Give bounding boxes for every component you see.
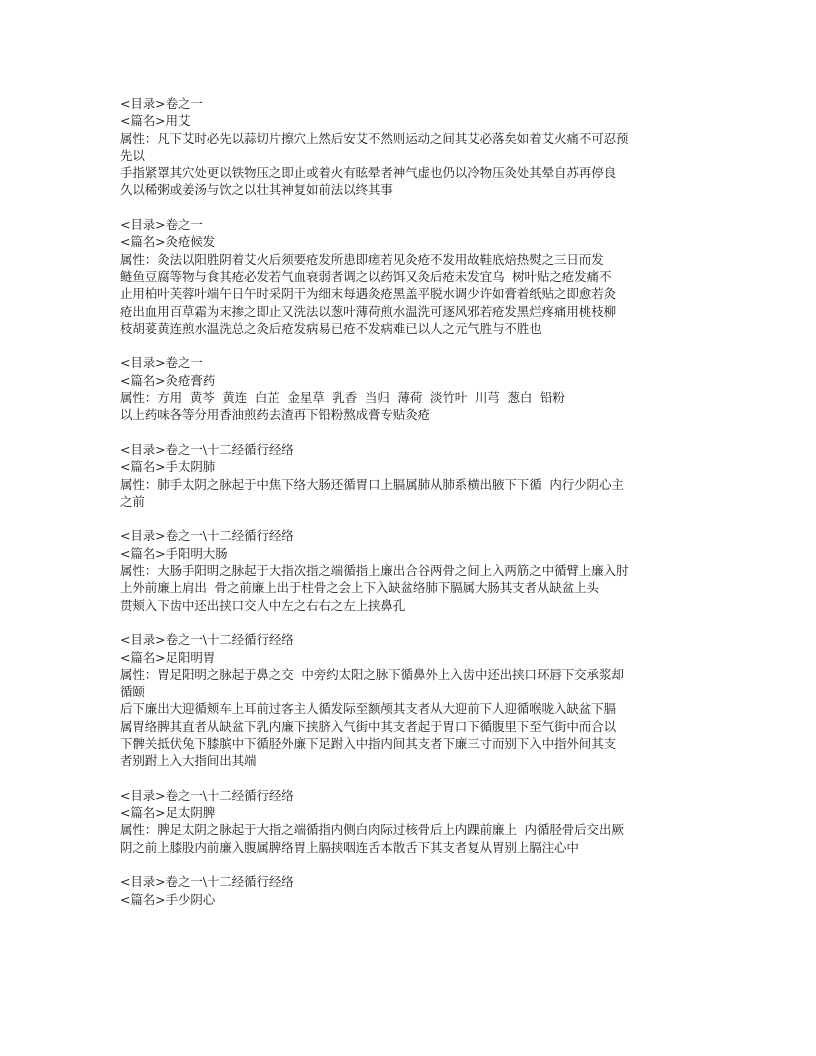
section-title-line: <篇名>足阳明胃 [120,649,216,665]
body-text-line: 疮出血用百草霜为末掺之即止又洗法以葱叶薄荷煎水温洗可逐风邪若疮发黑烂疼痛用桃枝柳 [120,303,617,319]
body-text-line: 上外前廉上肩出 骨之前廉上出于柱骨之会上下入缺盆络肺下膈属大肠其支者从缺盆上头 [120,580,599,596]
catalog-line: <目录>卷之一\十二经循行经络 [120,787,294,803]
body-text-line: 属性：凡下艾时必先以蒜切片擦穴上然后安艾不然则运动之间其艾必落矣如着艾火痛不可忍预 [120,130,629,146]
document-entry [120,787,700,856]
section-title-line: <篇名>灸疮膏药 [120,372,216,388]
body-text-line: 下髀关抵伏兔下膝膑中下循胫外廉下足跗入中指内间其支者下廉三寸而别下入中指外间其支 [120,735,617,751]
catalog-line: <目录>卷之一 [120,355,203,371]
document-entry [120,873,700,908]
body-text-line: 之前 [120,493,145,509]
document-entry [120,631,700,769]
section-title-line: <篇名>手太阴肺 [120,459,216,475]
body-text-line: 久以稀粥或姜汤与饮之以壮其神复如前法以终其事 [120,182,393,198]
document-body [120,95,700,925]
section-title-line: <篇名>手阳明大肠 [120,545,228,561]
body-text-line: 属性：方用 黄芩 黄连 白芷 金星草 乳香 当归 薄荷 淡竹叶 川芎 葱白 铅粉 [120,390,565,406]
document-entry [120,527,700,613]
catalog-line: <目录>卷之一\十二经循行经络 [120,874,294,890]
body-text-line: 循颐 [120,684,145,700]
catalog-line: <目录>卷之一\十二经循行经络 [120,441,294,457]
catalog-line: <目录>卷之一 [120,96,203,111]
catalog-line: <目录>卷之一 [120,217,203,233]
body-text-line: 属胃络脾其直者从缺盆下乳内廉下挟脐入气街中其支者起于胃口下循腹里下至气街中而合以 [120,718,617,734]
section-title-line: <篇名>用艾 [120,113,191,129]
body-text-line: 以上药味各等分用香油煎药去渣再下铅粉熬成膏专贴灸疮 [120,407,431,423]
document-entry [120,441,700,510]
body-text-line: 属性：胃足阳明之脉起于鼻之交 中旁约太阳之脉下循鼻外上入齿中还出挟口环唇下交承浆却 [120,666,624,682]
body-text-line: 枝胡荽黄连煎水温洗总之灸后疮发病易已疮不发病难已以人之元气胜与不胜也 [120,320,542,336]
section-title-line: <篇名>灸疮候发 [120,234,216,250]
catalog-line: <目录>卷之一\十二经循行经络 [120,632,294,648]
document-entry [120,354,700,423]
body-text-line: 手指紧罩其穴处更以铁物压之即止或着火有眩晕者神气虚也仍以冷物压灸处其晕自苏再停良 [120,165,617,181]
body-text-line: 鲢鱼豆腐等物与食其疮必发若气血衰弱者调之以药饵又灸后疮未发宜乌 树叶贴之疮发痛不 [120,268,612,284]
document-entry [120,95,700,199]
body-text-line: 贯颊入下齿中还出挟口交人中左之右右之左上挟鼻孔 [120,597,406,613]
body-text-line: 属性：脾足太阴之脉起于大指之端循指内侧白肉际过核骨后上内踝前廉上 内循胫骨后交出厥 [120,822,624,838]
body-text-line: 属性：灸法以阳胜阴着艾火后须要疮发所患即瘥若见灸疮不发用故鞋底焙热熨之三日而发 [120,251,604,267]
body-text-line: 者别跗上入大指间出其端 [120,753,257,769]
body-text-line: 属性：大肠手阳明之脉起于大指次指之端循指上廉出合谷两骨之间上入两筋之中循臂上廉入肘 [120,563,629,579]
catalog-line: <目录>卷之一\十二经循行经络 [120,528,294,544]
section-title-line: <篇名>足太阴脾 [120,805,216,821]
body-text-line: 后下廉出大迎循颊车上耳前过客主人循发际至额颅其支者从大迎前下人迎循喉咙入缺盆下膈 [120,701,617,717]
body-text-line: 属性：肺手太阴之脉起于中焦下络大肠还循胃口上膈属肺从肺系横出腋下下循 内行少阴心主 [120,476,624,492]
body-text-line: 阴之前上膝股内前廉入腹属脾络胃上膈挟咽连舌本散舌下其支者复从胃别上膈注心中 [120,839,579,855]
body-text-line: 先以 [120,147,145,163]
document-entry [120,216,700,337]
section-title-line: <篇名>手少阴心 [120,891,216,907]
body-text-line: 止用柏叶芙蓉叶端午日午时采阴干为细末每遇灸疮黑盖平脱水调少许如膏着纸贴之即愈若灸 [120,286,617,302]
